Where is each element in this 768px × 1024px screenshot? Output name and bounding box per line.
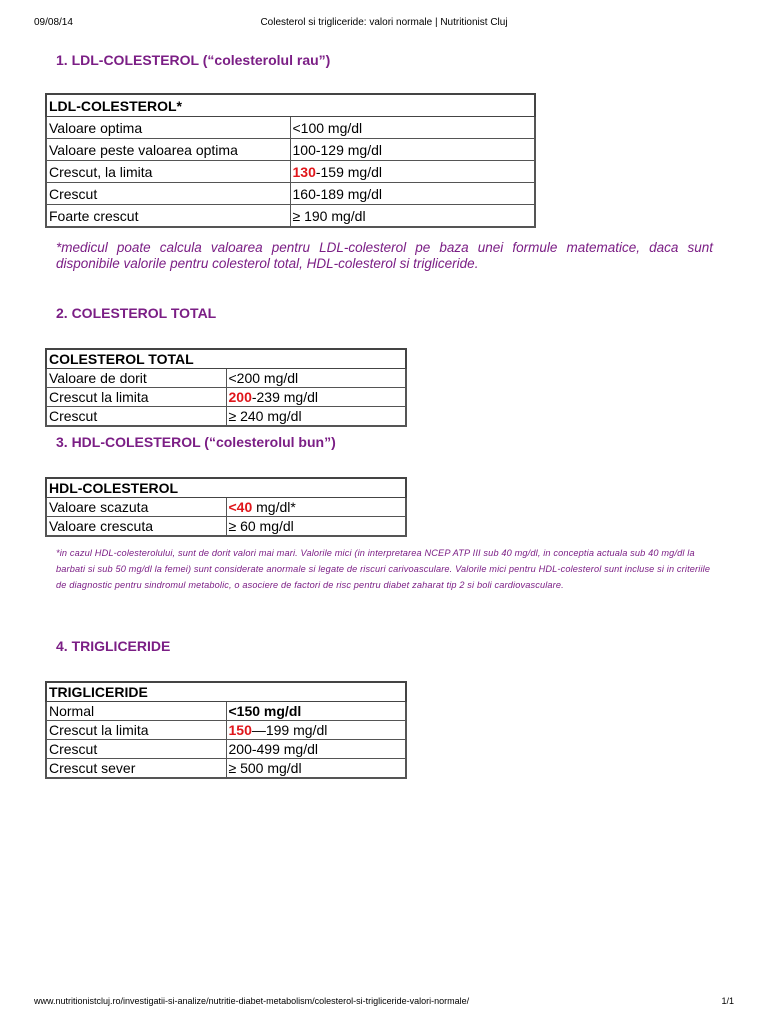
hdl-table: [45, 477, 407, 537]
hdl-table-title: HDL-COLESTEROL: [46, 478, 406, 498]
row-value: ≥ 60 mg/dl: [226, 517, 406, 537]
print-header: [0, 16, 768, 30]
row-value: 100-129 mg/dl: [290, 139, 535, 161]
ldl-note: *medicul poate calcula valoarea pentru LDL-colesterol pe baza unei formule matematice, daca sunt disponibile valorile pentru colesterol total, HDL-colesterol si trigliceride.: [56, 240, 713, 271]
row-label: Valoare de dorit: [46, 369, 226, 388]
table-row: [46, 407, 406, 427]
row-value: 200-499 mg/dl: [226, 740, 406, 759]
heading-ldl: 1. LDL-COLESTEROL (“colesterolul rau”): [56, 52, 331, 68]
table-row: [46, 205, 535, 228]
row-value: <150 mg/dl: [226, 702, 406, 721]
row-label: Valoare crescuta: [46, 517, 226, 537]
row-value: <200 mg/dl: [226, 369, 406, 388]
value-rest: -159 mg/dl: [315, 163, 383, 180]
print-date: 09/08/14: [34, 17, 73, 28]
row-value: ≥ 240 mg/dl: [226, 407, 406, 427]
table-row: [46, 759, 406, 779]
row-label: Crescut, la limita: [46, 161, 290, 183]
row-label: Crescut sever: [46, 759, 226, 779]
table-row: [46, 161, 535, 183]
print-page-title: Colesterol si trigliceride: valori normale | Nutritionist Cluj: [260, 17, 508, 28]
ldl-table: [45, 93, 536, 228]
hdl-note: *in cazul HDL-colesterolului, sunt de dorit valori mai mari. Valorile mici (in interpretarea NCEP ATP III sub 40 mg/dl, in conceptia actuala sub 40 mg/dl la barbati si sub 50 mg/dl la femei) sunt considerate anormale si legate de riscuri carivoasculare. Valorile mici pentru HDL-colesterol sunt incluse si in criteriile de diagnostic pentru sindromul metabolic, o asociere de factori de risc pentru diabet zaharat tip 2 si boli cardiovasculare.: [56, 548, 711, 590]
row-value: [290, 161, 535, 183]
table-row: [46, 139, 535, 161]
total-cholesterol-table: [45, 348, 407, 427]
row-label: Foarte crescut: [46, 205, 290, 228]
row-value: ≥ 190 mg/dl: [290, 205, 535, 228]
table-row: [46, 388, 406, 407]
heading-total: 2. COLESTEROL TOTAL: [56, 305, 217, 321]
print-footer: [0, 994, 768, 1008]
row-label: Crescut: [46, 183, 290, 205]
total-table-title: COLESTEROL TOTAL: [46, 349, 406, 369]
table-row: [46, 183, 535, 205]
value-highlight: 200: [228, 388, 252, 405]
row-label: Crescut: [46, 407, 226, 427]
table-row: [46, 117, 535, 139]
value-highlight: <40: [228, 498, 253, 515]
row-label: Crescut: [46, 740, 226, 759]
trig-table-title: TRIGLICERIDE: [46, 682, 406, 702]
row-value: ≥ 500 mg/dl: [226, 759, 406, 779]
triglycerides-table: [45, 681, 407, 779]
row-label: Valoare peste valoarea optima: [46, 139, 290, 161]
value-rest: -239 mg/dl: [251, 388, 319, 405]
row-label: Crescut la limita: [46, 388, 226, 407]
table-row: [46, 721, 406, 740]
page-number: 1/1: [721, 996, 734, 1006]
row-value: [226, 388, 406, 407]
value-rest: —199 mg/dl: [251, 721, 328, 738]
heading-triglycerides: 4. TRIGLICERIDE: [56, 638, 171, 654]
row-label: Crescut la limita: [46, 721, 226, 740]
table-row: [46, 702, 406, 721]
table-header-row: [46, 94, 535, 117]
heading-hdl: 3. HDL-COLESTEROL (“colesterolul bun”): [56, 434, 336, 450]
value-highlight: 150: [228, 721, 252, 738]
row-label: Valoare scazuta: [46, 498, 226, 517]
table-header-row: [46, 478, 406, 498]
table-row: [46, 498, 406, 517]
table-row: [46, 517, 406, 537]
row-value: [226, 498, 406, 517]
table-row: [46, 740, 406, 759]
value-highlight: 130: [292, 163, 316, 180]
row-value: 160-189 mg/dl: [290, 183, 535, 205]
row-label: Valoare optima: [46, 117, 290, 139]
table-header-row: [46, 349, 406, 369]
print-url: www.nutritionistcluj.ro/investigatii-si-analize/nutritie-diabet-metabolism/colesterol-si-trigliceride-valori-normale/: [34, 996, 470, 1006]
row-value: <100 mg/dl: [290, 117, 535, 139]
ldl-table-title: LDL-COLESTEROL*: [46, 94, 535, 117]
row-value: [226, 721, 406, 740]
row-label: Normal: [46, 702, 226, 721]
table-row: [46, 369, 406, 388]
value-rest: mg/dl*: [252, 498, 296, 515]
table-header-row: [46, 682, 406, 702]
